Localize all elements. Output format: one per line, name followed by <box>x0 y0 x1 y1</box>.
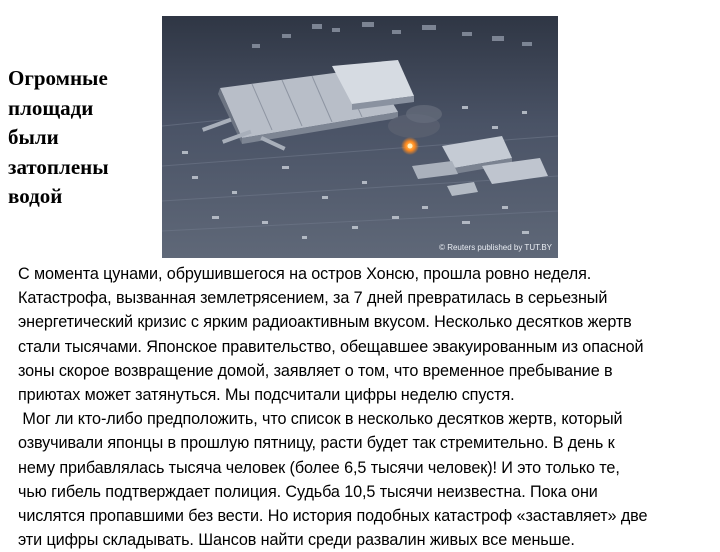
paragraph-line: зоны скорое возвращение домой, заявляет о том, что временное пребывание в <box>18 361 613 380</box>
paragraph-line: приютах может затянуться. Мы подсчитали цифры неделю спустя. <box>18 386 515 405</box>
photo-credit: © Reuters published by TUT.BY <box>439 243 552 252</box>
flooded-airport-photo <box>162 16 558 258</box>
heading-line: водой <box>8 184 63 208</box>
slide-heading <box>8 64 158 212</box>
article-paragraph <box>18 262 704 552</box>
paragraph-line: эти цифры складывать. Шансов найти среди развалин живых все меньше. <box>18 531 575 550</box>
paragraph-line: стали тысячами. Японское правительство, обещавшее эвакуированным из опасной <box>18 337 644 356</box>
paragraph-line: озвучивали японцы в прошлую пятницу, расти будет так стремительно. В день к <box>18 434 615 453</box>
paragraph-line: энергетический кризис с ярким радиоактивным вкусом. Несколько десятков жертв <box>18 313 632 332</box>
paragraph-line: С момента цунами, обрушившегося на остров Хонсю, прошла ровно неделя. <box>18 265 592 283</box>
paragraph-line: чью гибель подтверждает полиция. Судьба 10,5 тысячи неизвестна. Пока они <box>18 482 598 501</box>
heading-line: площади <box>8 95 94 120</box>
heading-line: Огромные <box>8 66 108 90</box>
paragraph-line: Мог ли кто-либо предположить, что список в несколько десятков жертв, который <box>18 410 623 429</box>
heading-line: были <box>8 125 59 149</box>
heading-line: затоплены <box>8 154 109 179</box>
paragraph-line: числятся пропавшими без вести. Но история подобных катастроф «заставляет» две <box>18 507 648 526</box>
aerial-flood-image <box>162 16 558 258</box>
paragraph-line: нему прибавлялась тысяча человек (более 6,5 тысячи человек)! И это только те, <box>18 458 620 477</box>
paragraph-line: Катастрофа, вызванная землетрясением, за 7 дней превратилась в серьезный <box>18 289 608 308</box>
